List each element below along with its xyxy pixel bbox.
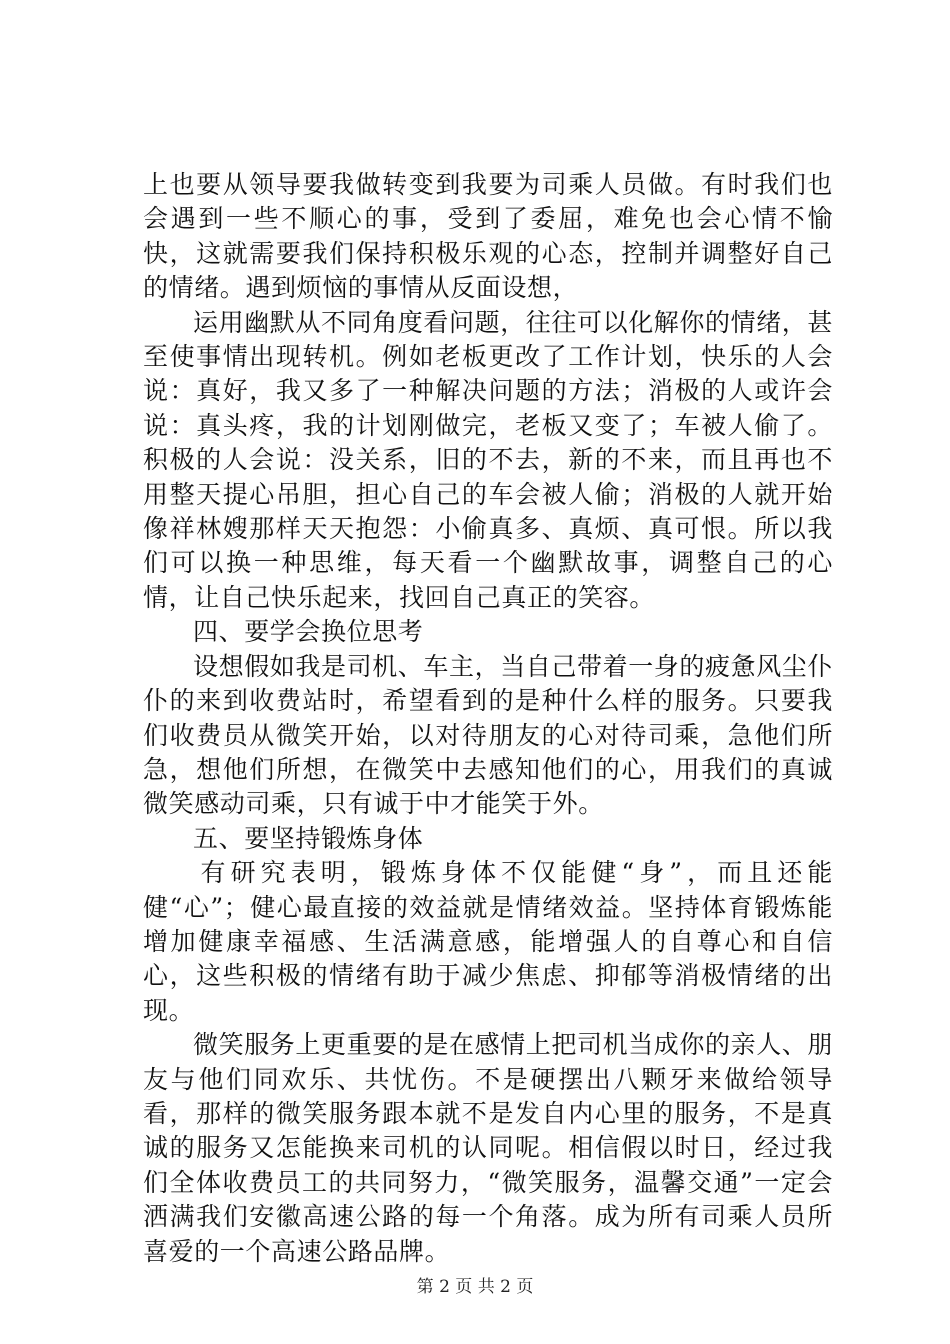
paragraph-conclusion: 微笑服务上更重要的是在感情上把司机当成你的亲人、朋友与他们同欢乐、共忧伤。不是硬摆出八颗牙来做给领导看，那样的微笑服务跟本就不是发自内心里的服务，不是真诚的服务又怎能换来司机的认同呢。相信假以时日，经过我们全体收费员工的共同努力，“微笑服务，温馨交通”一定会洒满我们安徽高速公路的每一个角落。成为所有司乘人员所喜爱的一个高速公路品牌。 xyxy=(143,1030,834,1266)
paragraph-exercise: 有研究表明，锻炼身体不仅能健“身”，而且还能健“心”；健心最直接的效益就是情绪效益。坚持体育锻炼能增加健康幸福感、生活满意感，能增强人的自尊心和自信心，这些积极的情绪有助于减少焦虑、抑郁等消极情绪的出现。 xyxy=(143,858,833,1025)
document-body xyxy=(143,168,833,1269)
page-footer: 第 2 页 共 2 页 xyxy=(416,1277,534,1297)
section-heading-exercise: 五、要坚持锻炼身体 xyxy=(193,823,424,853)
section-heading-empathy: 四、要学会换位思考 xyxy=(193,617,424,647)
paragraph-humor: 运用幽默从不同角度看问题，往往可以化解你的情绪，甚至使事情出现转机。例如老板更改了工作计划，快乐的人会说：真好，我又多了一种解决问题的方法；消极的人或许会说：真头疼，我的计划刚做完，老板又变了；车被人偷了。积极的人会说：没关系，旧的不去，新的不来，而且再也不用整天提心吊胆，担心自己的车会被人偷；消极的人就开始像祥林嫂那样天天抱怨：小偷真多、真烦、真可恨。所以我们可以换一种思维，每天看一个幽默故事，调整自己的心情，让自己快乐起来，找回自己真正的笑容。 xyxy=(143,307,834,612)
paragraph-continuation: 上也要从领导要我做转变到我要为司乘人员做。有时我们也会遇到一些不顺心的事，受到了委屈，难免也会心情不愉快，这就需要我们保持积极乐观的心态，控制并调整好自己的情绪。遇到烦恼的事情从反面设想， xyxy=(143,170,833,303)
paragraph-empathy: 设想假如我是司机、车主，当自己带着一身的疲惫风尘仆仆的来到收费站时，希望看到的是种什么样的服务。只要我们收费员从微笑开始，以对待朋友的心对待司乘，急他们所急，想他们所想，在微笑中去感知他们的心，用我们的真诚微笑感动司乘，只有诚于中才能笑于外。 xyxy=(143,651,834,819)
